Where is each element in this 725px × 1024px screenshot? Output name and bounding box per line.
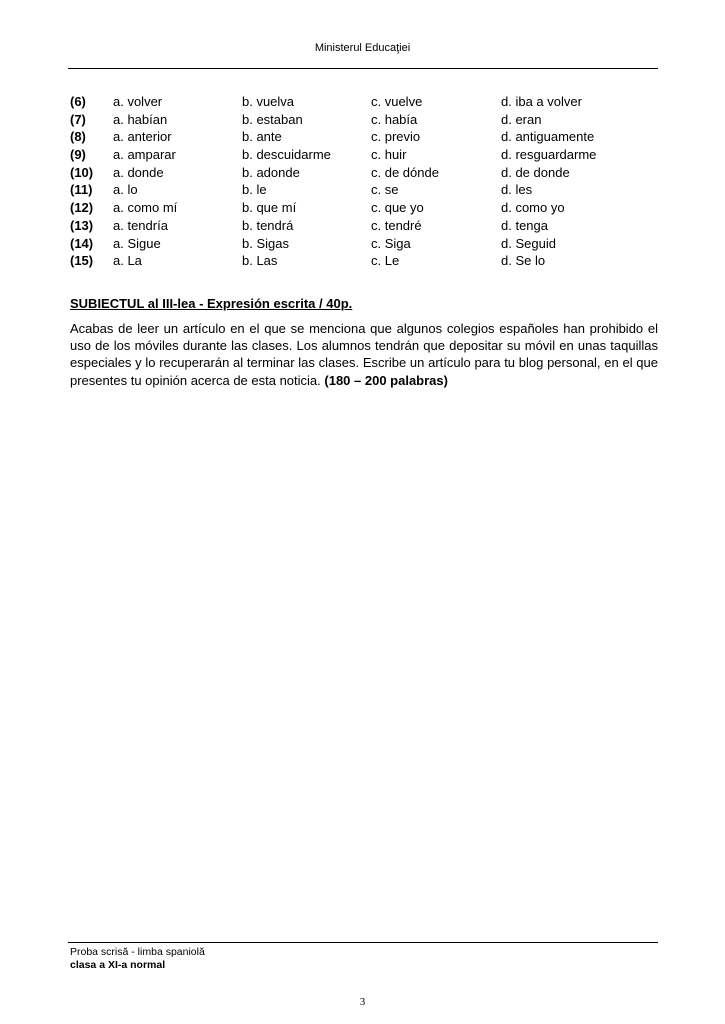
option-a: a. volver [113,94,163,109]
option-row [70,111,660,129]
option-b: b. que mí [242,200,297,216]
word-count-requirement: (180 – 200 palabras) [324,372,448,388]
option-c: c. tendré [371,217,422,233]
page-number: 3 [359,996,366,1008]
option-b: b. Sigas [242,235,289,251]
option-d: d. Seguid [501,235,556,251]
item-number: (11) [70,182,93,198]
option-c: c. huir [371,147,407,163]
option-a: a. habían [113,111,168,127]
header-divider [68,68,658,69]
option-d: d. resguardarme [501,147,597,163]
option-a: a. tendría [113,217,168,233]
option-a: a. donde [113,164,164,180]
option-c: c. había [371,111,418,127]
item-number: (14) [70,235,94,251]
footer-divider [68,942,658,943]
option-a: a. anterior [113,129,172,145]
option-d: d. como yo [501,200,565,216]
option-c: c. se [371,182,399,198]
item-number: (8) [70,129,86,145]
option-a: a. Sigue [113,235,161,251]
item-number: (13) [70,217,94,233]
option-row [70,235,660,253]
option-b: b. tendrá [242,217,294,233]
answer-options-table [70,93,660,270]
option-b: b. le [242,182,267,198]
option-a: a. amparar [113,147,176,163]
option-row [70,93,660,111]
section-title: SUBIECTUL al III-lea - Expresión escrita / 40p. [70,296,353,311]
option-d: d. iba a volver [501,94,582,109]
option-c: c. vuelve [371,94,423,109]
option-d: d. eran [501,111,542,127]
option-row [70,199,660,217]
footer-exam-name: Proba scrisă - limba spaniolă [70,946,205,958]
option-d: d. antiguamente [501,129,595,145]
option-a: a. lo [113,182,138,198]
task-body: Acabas de leer un artículo en el que se menciona que algunos colegios españoles han prohibido el uso de los móviles durante las clases. Los alumnos tendrán que depositar su móvil en unas taquillas especiales y lo recuperarán al terminar las clases. Escribe un artículo para tu blog personal, en el que presentes tu opinión acerca de esta noticia. [70,321,658,388]
item-number: (15) [70,253,94,269]
item-number: (6) [70,94,86,109]
option-b: b. ante [242,129,282,145]
footer-class: clasa a XI-a normal [70,959,166,971]
option-row [70,128,660,146]
item-number: (10) [70,164,94,180]
option-d: d. les [501,182,533,198]
option-c: c. que yo [371,200,424,216]
option-row [70,217,660,235]
option-b: b. vuelva [242,94,295,109]
header-title: Ministerul Educaţiei [314,42,411,54]
option-row [70,146,660,164]
option-b: b. descuidarme [242,147,331,163]
option-row [70,164,660,182]
option-b: b. Las [242,253,278,269]
item-number: (9) [70,147,86,163]
option-c: c. de dónde [371,164,439,180]
option-b: b. adonde [242,164,300,180]
option-b: b. estaban [242,111,303,127]
option-a: a. La [113,253,142,269]
option-d: d. tenga [501,217,548,233]
option-c: c. Le [371,253,400,269]
option-c: c. Siga [371,235,411,251]
task-paragraph [70,320,658,389]
item-number: (7) [70,111,86,127]
option-d: d. Se lo [501,253,546,269]
option-row [70,181,660,199]
option-d: d. de donde [501,164,570,180]
option-c: c. previo [371,129,421,145]
option-a: a. como mí [113,200,178,216]
item-number: (12) [70,200,94,216]
option-row [70,252,660,270]
